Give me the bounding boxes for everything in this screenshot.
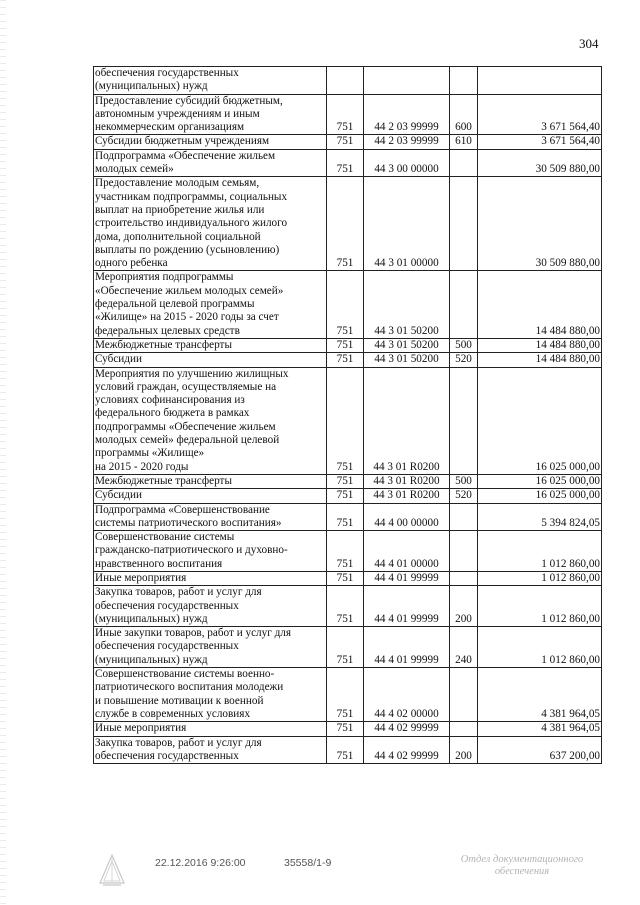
- table-row: [94, 489, 602, 503]
- row-type-cell: 500: [450, 474, 478, 488]
- row-amount-cell: 30 509 880,00: [478, 149, 602, 177]
- row-code-cell: 751: [327, 338, 364, 352]
- row-amount-cell: 14 484 880,00: [478, 338, 602, 352]
- row-name-cell: Иные закупки товаров, работ и услуг для обеспечения государственных (муниципальных) нужд: [94, 627, 327, 668]
- row-amount-cell: 16 025 000,00: [478, 489, 602, 503]
- table-row: [94, 367, 602, 474]
- row-section-cell: 44 4 00 00000: [364, 503, 450, 531]
- row-type-cell: [450, 722, 478, 736]
- row-name-cell: Подпрограмма «Совершенствование системы патриотического воспитания»: [94, 503, 327, 531]
- row-amount-cell: [478, 67, 602, 95]
- row-type-cell: [450, 531, 478, 572]
- table-row: [94, 94, 602, 135]
- row-name-cell: Мероприятия по улучшению жилищных условий граждан, осуществляемые на условиях софинансирования из федерального бюджета в рамках подпрограммы «Обеспечение жильем молодых семей» федеральной целевой программы «Жилище» на 2015 - 2020 годы: [94, 367, 327, 474]
- row-name-cell: Мероприятия подпрограммы «Обеспечение жильем молодых семей» федеральной целевой программы «Жилище» на 2015 - 2020 годы за счет федеральных целевых средств: [94, 271, 327, 338]
- row-amount-cell: 3 671 564,40: [478, 135, 602, 149]
- row-amount-cell: 3 671 564,40: [478, 94, 602, 135]
- row-code-cell: 751: [327, 177, 364, 271]
- table-row: [94, 722, 602, 736]
- row-type-cell: [450, 571, 478, 585]
- table-row: [94, 503, 602, 531]
- row-code-cell: 751: [327, 736, 364, 764]
- stamp-line-1: Отдел документационного: [460, 854, 584, 865]
- row-amount-cell: 1 012 860,00: [478, 627, 602, 668]
- row-name-cell: Закупка товаров, работ и услуг для обеспечения государственных: [94, 736, 327, 764]
- emblem-icon: [98, 853, 126, 887]
- row-name-cell: Субсидии бюджетным учреждениям: [94, 135, 327, 149]
- row-type-cell: 520: [450, 353, 478, 367]
- row-type-cell: 500: [450, 338, 478, 352]
- row-amount-cell: 16 025 000,00: [478, 474, 602, 488]
- budget-table: [93, 66, 602, 764]
- row-amount-cell: 14 484 880,00: [478, 353, 602, 367]
- row-amount-cell: 14 484 880,00: [478, 271, 602, 338]
- footer-timestamp: 22.12.2016 9:26:00: [155, 857, 246, 869]
- row-code-cell: 751: [327, 571, 364, 585]
- row-type-cell: [450, 177, 478, 271]
- row-name-cell: Иные мероприятия: [94, 571, 327, 585]
- row-amount-cell: 4 381 964,05: [478, 722, 602, 736]
- row-name-cell: Закупка товаров, работ и услуг для обеспечения государственных (муниципальных) нужд: [94, 586, 327, 627]
- row-amount-cell: 1 012 860,00: [478, 586, 602, 627]
- row-type-cell: [450, 271, 478, 338]
- row-type-cell: [450, 149, 478, 177]
- row-amount-cell: 1 012 860,00: [478, 571, 602, 585]
- row-section-cell: 44 4 02 99999: [364, 736, 450, 764]
- row-type-cell: 200: [450, 736, 478, 764]
- row-section-cell: 44 3 01 R0200: [364, 474, 450, 488]
- table-row: [94, 531, 602, 572]
- page-footer: [0, 852, 640, 892]
- row-section-cell: 44 3 01 00000: [364, 177, 450, 271]
- stamp-line-2: обеспечения: [494, 866, 550, 877]
- row-section-cell: 44 4 02 99999: [364, 722, 450, 736]
- row-type-cell: 240: [450, 627, 478, 668]
- row-code-cell: 751: [327, 149, 364, 177]
- row-name-cell: Межбюджетные трансферты: [94, 474, 327, 488]
- row-type-cell: 520: [450, 489, 478, 503]
- table-row: [94, 338, 602, 352]
- row-code-cell: 751: [327, 489, 364, 503]
- table-row: [94, 67, 602, 95]
- table-row: [94, 271, 602, 338]
- row-name-cell: Предоставление субсидий бюджетным, автономным учреждениям и иным некоммерческим организациям: [94, 94, 327, 135]
- page-number: 304: [579, 36, 599, 51]
- row-type-cell: 600: [450, 94, 478, 135]
- row-section-cell: 44 3 01 R0200: [364, 489, 450, 503]
- row-section-cell: 44 4 02 00000: [364, 668, 450, 722]
- row-type-cell: [450, 67, 478, 95]
- scan-edge: [0, 0, 6, 905]
- row-amount-cell: 4 381 964,05: [478, 668, 602, 722]
- row-name-cell: Межбюджетные трансферты: [94, 338, 327, 352]
- document-stamp: [452, 854, 592, 878]
- row-name-cell: Субсидии: [94, 489, 327, 503]
- row-type-cell: 200: [450, 586, 478, 627]
- row-section-cell: 44 3 01 50200: [364, 353, 450, 367]
- row-amount-cell: 637 200,00: [478, 736, 602, 764]
- table-row: [94, 135, 602, 149]
- row-code-cell: 751: [327, 503, 364, 531]
- row-section-cell: [364, 67, 450, 95]
- row-section-cell: 44 4 01 99999: [364, 586, 450, 627]
- row-type-cell: [450, 367, 478, 474]
- table-row: [94, 736, 602, 764]
- table-row: [94, 474, 602, 488]
- row-name-cell: Иные мероприятия: [94, 722, 327, 736]
- row-code-cell: 751: [327, 668, 364, 722]
- table-row: [94, 586, 602, 627]
- row-code-cell: 751: [327, 135, 364, 149]
- table-row: [94, 627, 602, 668]
- footer-doc-number: 35558/1-9: [284, 857, 332, 869]
- row-section-cell: 44 4 01 00000: [364, 531, 450, 572]
- row-name-cell: Предоставление молодым семьям, участникам подпрограммы, социальных выплат на приобретение жилья или строительство индивидуального жилого дома, дополнительной социальной выплаты по рождению (усыновлению) одного ребенка: [94, 177, 327, 271]
- row-name-cell: Совершенствование системы военно- патриотического воспитания молодежи и повышение мотивации к военной службе в современных условиях: [94, 668, 327, 722]
- row-code-cell: 751: [327, 586, 364, 627]
- row-section-cell: 44 2 03 99999: [364, 94, 450, 135]
- row-section-cell: 44 3 00 00000: [364, 149, 450, 177]
- row-code-cell: 751: [327, 94, 364, 135]
- row-code-cell: 751: [327, 367, 364, 474]
- row-section-cell: 44 2 03 99999: [364, 135, 450, 149]
- row-name-cell: Совершенствование системы гражданско-патриотического и духовно- нравственного воспитания: [94, 531, 327, 572]
- row-type-cell: 610: [450, 135, 478, 149]
- row-amount-cell: 30 509 880,00: [478, 177, 602, 271]
- table-row: [94, 149, 602, 177]
- row-code-cell: 751: [327, 474, 364, 488]
- table-row: [94, 177, 602, 271]
- row-name-cell: Подпрограмма «Обеспечение жильем молодых семей»: [94, 149, 327, 177]
- budget-table-body: [94, 67, 602, 764]
- row-code-cell: 751: [327, 531, 364, 572]
- table-row: [94, 571, 602, 585]
- row-section-cell: 44 3 01 50200: [364, 271, 450, 338]
- row-amount-cell: 1 012 860,00: [478, 531, 602, 572]
- row-amount-cell: 5 394 824,05: [478, 503, 602, 531]
- row-section-cell: 44 4 01 99999: [364, 571, 450, 585]
- row-code-cell: 751: [327, 353, 364, 367]
- row-code-cell: 751: [327, 627, 364, 668]
- row-section-cell: 44 4 01 99999: [364, 627, 450, 668]
- row-section-cell: 44 3 01 R0200: [364, 367, 450, 474]
- row-name-cell: Субсидии: [94, 353, 327, 367]
- row-code-cell: 751: [327, 722, 364, 736]
- row-name-cell: обеспечения государственных (муниципальных) нужд: [94, 67, 327, 95]
- row-amount-cell: 16 025 000,00: [478, 367, 602, 474]
- row-section-cell: 44 3 01 50200: [364, 338, 450, 352]
- row-code-cell: [327, 67, 364, 95]
- row-code-cell: 751: [327, 271, 364, 338]
- row-type-cell: [450, 503, 478, 531]
- row-type-cell: [450, 668, 478, 722]
- table-row: [94, 668, 602, 722]
- table-row: [94, 353, 602, 367]
